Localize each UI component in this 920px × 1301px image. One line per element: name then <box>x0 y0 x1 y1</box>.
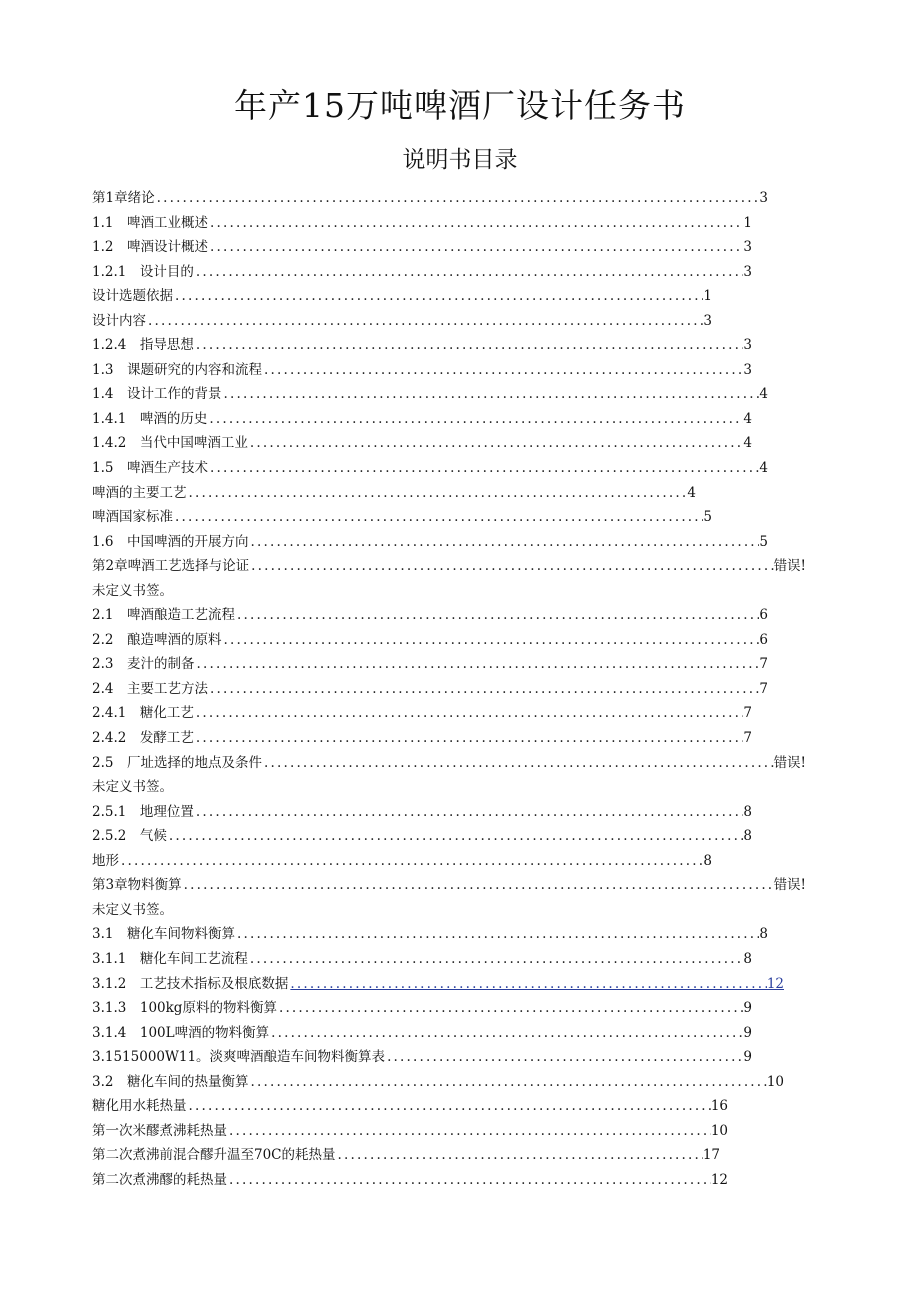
toc-entry-page: 错误! <box>773 558 806 575</box>
toc-entry[interactable] <box>92 1045 822 1070</box>
toc-leader-dots <box>119 849 703 874</box>
toc-entry-title: 第3章物料衡算 <box>92 877 182 894</box>
toc-entry[interactable] <box>92 481 822 506</box>
toc-leader-dots <box>249 554 773 579</box>
toc-leader-dots <box>187 481 688 506</box>
toc-heading: 说明书目录 <box>402 147 518 173</box>
toc-leader-dots <box>194 260 744 285</box>
toc-entry-page: 3 <box>703 312 712 329</box>
toc-entry[interactable] <box>92 922 822 947</box>
toc-leader-dots <box>208 235 743 260</box>
toc-leader-dots <box>262 358 743 383</box>
toc-entry-page: 7 <box>743 705 752 722</box>
toc-entry-title: 3.2 糖化车间的热量衡算 <box>92 1073 249 1090</box>
toc-entry[interactable] <box>92 530 822 555</box>
toc-entry-page: 3 <box>759 190 768 206</box>
toc-leader-dots <box>221 382 759 407</box>
toc-entry[interactable] <box>92 186 822 211</box>
toc-leader-dots <box>155 186 760 211</box>
toc-leader-dots <box>194 333 744 358</box>
toc-entry-page: 错误! <box>773 754 806 771</box>
toc-entry-page: 错误! <box>773 877 806 894</box>
toc-entry-page: 3 <box>743 337 752 354</box>
toc-entry[interactable] <box>92 1094 822 1119</box>
toc-entry-title: 未定义书签。 <box>92 901 173 918</box>
toc-entry[interactable] <box>92 333 822 358</box>
toc-entry-page: 12 <box>766 975 784 992</box>
toc-leader-dots <box>262 751 774 776</box>
toc-entry-title: 啤酒国家标准 <box>92 509 173 526</box>
toc-entry[interactable] <box>92 407 822 432</box>
toc-entry-page: 4 <box>743 435 752 452</box>
toc-entry-title: 1.5 啤酒生产技术 <box>92 460 208 477</box>
toc-entry[interactable] <box>92 701 822 726</box>
toc-entry[interactable] <box>92 677 822 702</box>
toc-entry-title: 1.2.1 设计目的 <box>92 263 194 280</box>
toc-leader-dots <box>277 996 743 1021</box>
toc-leader-dots <box>385 1045 743 1070</box>
toc-entry-page: 8 <box>743 950 752 967</box>
toc-entry[interactable] <box>92 382 822 407</box>
toc-entry[interactable] <box>92 309 822 334</box>
toc-entry-page: 4 <box>759 386 768 403</box>
toc-entry[interactable] <box>92 628 822 653</box>
toc-leader-dots <box>227 1119 711 1144</box>
toc-leader-dots <box>288 972 766 997</box>
toc-entry[interactable] <box>92 1021 822 1046</box>
toc-entry[interactable] <box>92 775 822 800</box>
toc-entry-title: 1.4 设计工作的背景 <box>92 386 222 403</box>
toc-leader-dots <box>235 922 759 947</box>
toc-entry[interactable] <box>92 947 822 972</box>
toc-entry-title: 1.4.2 当代中国啤酒工业 <box>92 435 248 452</box>
toc-entry-page: 7 <box>759 656 768 673</box>
toc-entry-title: 3.1.3 100kg原料的物料衡算 <box>92 1000 277 1017</box>
toc-leader-dots <box>207 407 743 432</box>
toc-leader-dots <box>194 652 759 677</box>
toc-entry-title: 1.2.4 指导思想 <box>92 337 194 354</box>
toc-entry-title: 第一次米醪煮沸耗热量 <box>92 1122 227 1139</box>
toc-entry-title: 第二次煮沸前混合醪升温至70C的耗热量 <box>92 1147 336 1164</box>
toc-entry[interactable] <box>92 284 822 309</box>
document-title: 年产15万吨啤酒厂设计任务书 <box>234 86 686 125</box>
toc-entry-title: 第1章绪论 <box>92 190 155 206</box>
toc-entry[interactable] <box>92 898 822 923</box>
toc-entry-page: 8 <box>743 828 752 845</box>
toc-entry-title: 3.1.1 糖化车间工艺流程 <box>92 950 248 967</box>
toc-entry-page: 4 <box>743 410 752 427</box>
toc-entry[interactable] <box>92 652 822 677</box>
toc-entry-title: 1.2 啤酒设计概述 <box>92 239 208 256</box>
toc-leader-dots <box>248 431 744 456</box>
toc-entry[interactable] <box>92 726 822 751</box>
toc-entry-title: 2.5 厂址选择的地点及条件 <box>92 754 262 771</box>
toc-entry-page: 10 <box>766 1073 784 1090</box>
toc-entry[interactable] <box>92 1070 822 1095</box>
toc-leader-dots <box>146 309 703 334</box>
toc-entry[interactable] <box>92 456 822 481</box>
toc-entry-title: 第二次煮沸醪的耗热量 <box>92 1171 227 1188</box>
toc-leader-dots <box>248 947 744 972</box>
toc-entry-title: 啤酒的主要工艺 <box>92 484 187 501</box>
toc-leader-dots <box>194 726 744 751</box>
toc-entry-page: 10 <box>710 1122 728 1139</box>
toc-entry[interactable] <box>92 211 822 236</box>
toc-entry[interactable] <box>92 800 822 825</box>
toc-entry-title: 2.5.2 气候 <box>92 828 167 845</box>
toc-entry-page: 5 <box>759 533 768 550</box>
toc-entry-title: 3.1.2 工艺技术指标及根底数据 <box>92 975 289 992</box>
toc-entry[interactable] <box>92 996 822 1021</box>
toc-entry[interactable] <box>92 235 822 260</box>
toc-entry-title: 2.3 麦汁的制备 <box>92 656 195 673</box>
toc-entry-page: 4 <box>759 460 768 477</box>
toc-leader-dots <box>167 824 744 849</box>
toc-leader-dots <box>227 1168 711 1193</box>
toc-leader-dots <box>187 1094 711 1119</box>
table-of-contents <box>92 186 822 1192</box>
toc-entry[interactable] <box>92 1119 822 1144</box>
toc-entry-title: 2.5.1 地理位置 <box>92 803 194 820</box>
toc-entry-title: 2.4 主要工艺方法 <box>92 680 208 697</box>
toc-entry-page: 3 <box>743 263 752 280</box>
toc-entry[interactable] <box>92 358 822 383</box>
toc-entry[interactable] <box>92 849 822 874</box>
toc-entry-title: 1.3 课题研究的内容和流程 <box>92 361 262 378</box>
toc-entry[interactable] <box>92 1168 822 1193</box>
toc-entry[interactable] <box>92 972 822 997</box>
toc-entry[interactable] <box>92 603 822 628</box>
toc-entry-title: 3.1.4 100L啤酒的物料衡算 <box>92 1024 270 1041</box>
toc-entry-title: 1.6 中国啤酒的开展方向 <box>92 533 249 550</box>
toc-entry-page: 17 <box>702 1147 720 1164</box>
toc-entry-page: 9 <box>743 1049 752 1066</box>
toc-entry-page: 3 <box>743 239 752 256</box>
toc-leader-dots <box>182 873 774 898</box>
toc-leader-dots <box>221 628 759 653</box>
toc-entry-page: 4 <box>687 484 696 501</box>
toc-entry-title: 2.4.1 糖化工艺 <box>92 705 194 722</box>
toc-entry-title: 第2章啤酒工艺选择与论证 <box>92 558 250 575</box>
toc-entry-title: 2.2 酿造啤酒的原料 <box>92 631 222 648</box>
toc-entry-title: 2.4.2 发酵工艺 <box>92 730 194 747</box>
toc-entry-title: 设计内容 <box>92 312 146 329</box>
toc-entry-page: 9 <box>743 1000 752 1017</box>
toc-entry-page: 7 <box>759 680 768 697</box>
toc-entry[interactable] <box>92 260 822 285</box>
toc-entry-page: 9 <box>743 1024 752 1041</box>
toc-leader-dots <box>194 701 744 726</box>
toc-leader-dots <box>208 677 759 702</box>
toc-entry[interactable] <box>92 431 822 456</box>
toc-entry-title: 2.1 啤酒酿造工艺流程 <box>92 607 235 624</box>
toc-entry-title: 未定义书签。 <box>92 582 173 599</box>
toc-entry-title: 未定义书签。 <box>92 779 173 796</box>
toc-entry[interactable] <box>92 579 822 604</box>
toc-entry-page: 6 <box>759 631 768 648</box>
toc-leader-dots <box>173 284 703 309</box>
toc-entry[interactable] <box>92 1143 822 1168</box>
toc-leader-dots <box>208 211 743 236</box>
toc-entry-title: 糖化用水耗热量 <box>92 1098 187 1115</box>
toc-leader-dots <box>248 1070 766 1095</box>
toc-entry-page: 5 <box>703 509 712 526</box>
toc-entry-page: 3 <box>743 361 752 378</box>
toc-entry-page: 1 <box>743 214 752 231</box>
toc-leader-dots <box>269 1021 743 1046</box>
toc-leader-dots <box>248 530 759 555</box>
toc-entry-page: 6 <box>759 607 768 624</box>
toc-entry-title: 1.1 啤酒工业概述 <box>92 214 208 231</box>
toc-entry[interactable] <box>92 751 822 776</box>
toc-leader-dots <box>194 800 744 825</box>
toc-entry-title: 3.1515000W11。淡爽啤酒酿造车间物料衡算表 <box>92 1049 386 1066</box>
toc-entry-page: 8 <box>759 926 768 943</box>
toc-entry-title: 设计选题依据 <box>92 288 173 305</box>
toc-entry[interactable] <box>92 554 822 579</box>
toc-entry[interactable] <box>92 824 822 849</box>
toc-leader-dots <box>208 456 759 481</box>
toc-entry-page: 8 <box>703 852 712 869</box>
toc-leader-dots <box>336 1143 703 1168</box>
toc-entry-page: 8 <box>743 803 752 820</box>
toc-leader-dots <box>173 505 703 530</box>
toc-entry-title: 地形 <box>92 852 119 869</box>
toc-entry[interactable] <box>92 505 822 530</box>
toc-entry-title: 1.4.1 啤酒的历史 <box>92 410 208 427</box>
toc-leader-dots <box>235 603 759 628</box>
toc-entry-page: 1 <box>703 288 712 305</box>
toc-entry-page: 12 <box>710 1171 728 1188</box>
toc-entry-page: 7 <box>743 730 752 747</box>
toc-entry-title: 3.1 糖化车间物料衡算 <box>92 926 235 943</box>
toc-entry-page: 16 <box>710 1098 728 1115</box>
toc-entry[interactable] <box>92 873 822 898</box>
